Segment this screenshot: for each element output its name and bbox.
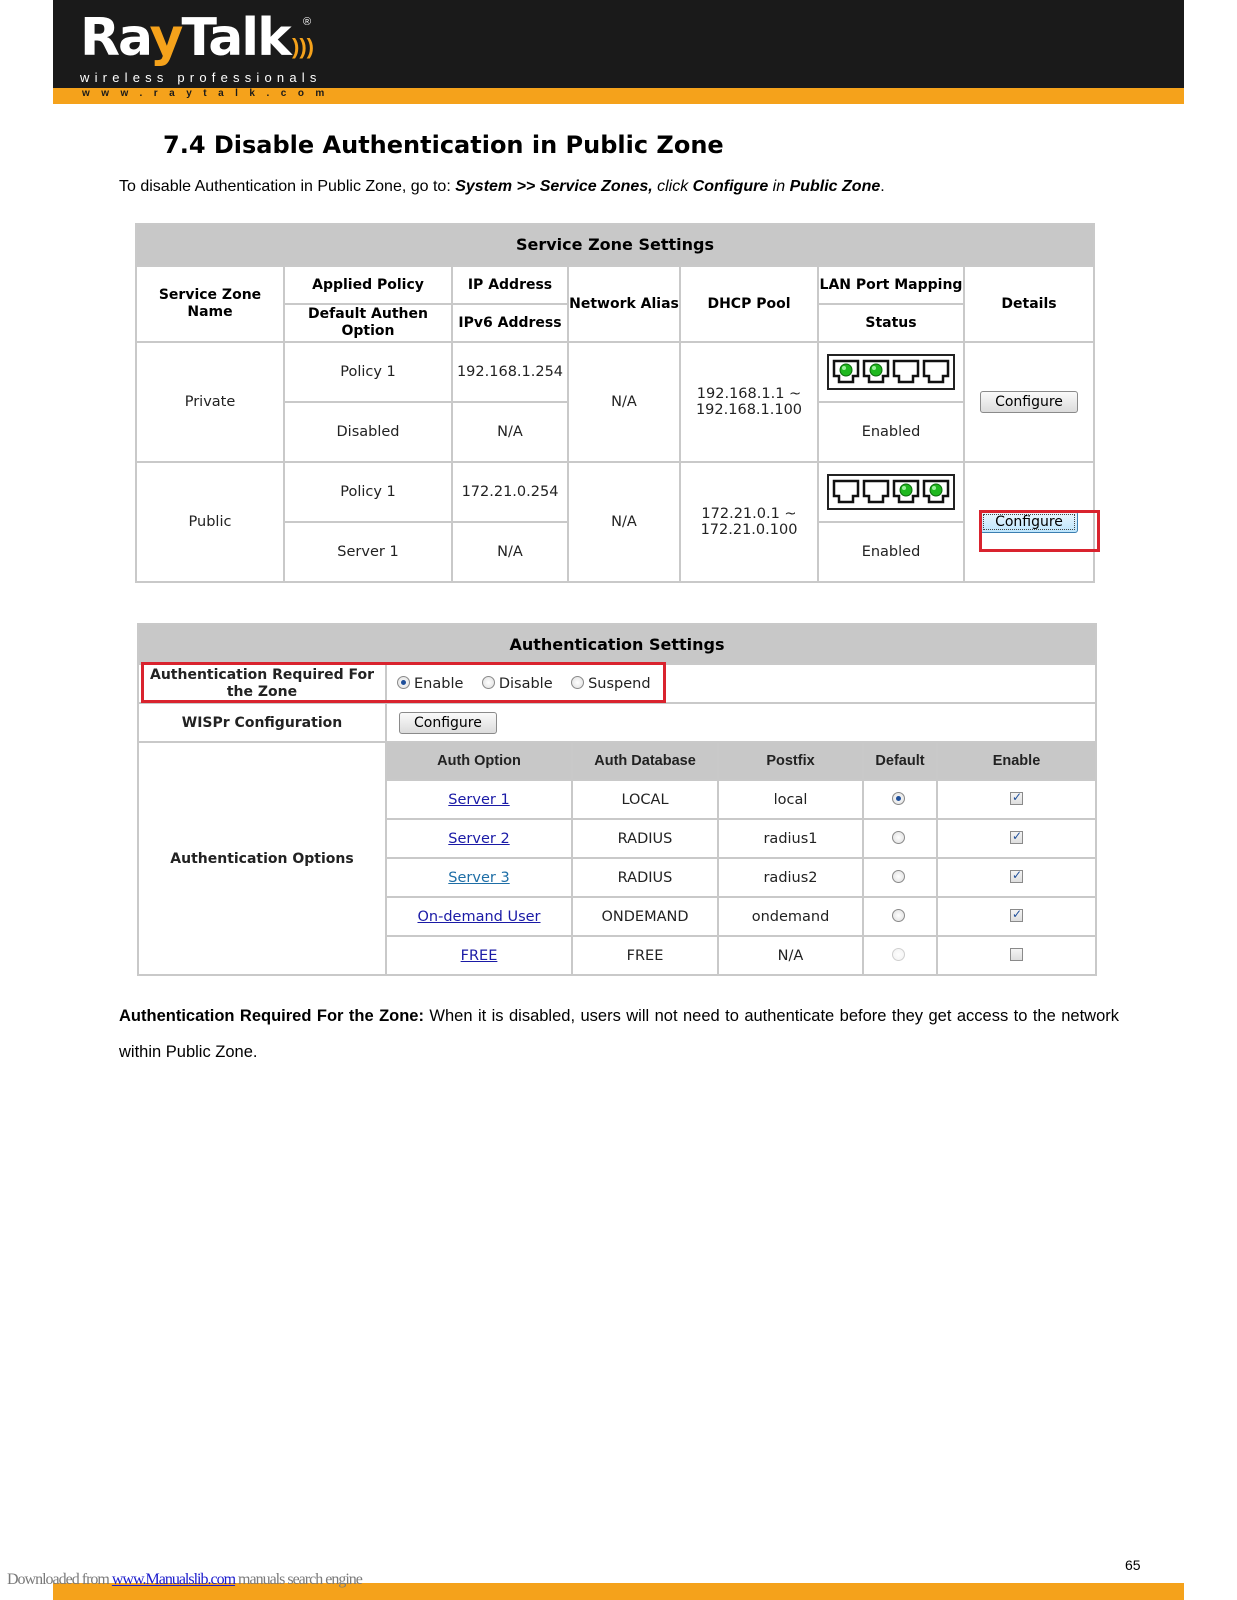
col-auth-option: Auth Option [386,742,572,780]
col-status: Status [818,304,964,342]
default-radio[interactable] [892,870,905,883]
col-ipv6-address: IPv6 Address [452,304,568,342]
ip-address: 172.21.0.254 [452,462,568,522]
enable-checkbox[interactable] [1010,792,1023,805]
disable-radio[interactable]: Disable [482,676,553,692]
default-authen-option: Disabled [284,402,452,462]
lan-port-inactive-icon [832,479,860,505]
applied-policy: Policy 1 [284,342,452,402]
public-configure-highlight [979,510,1100,552]
zone-name: Public [136,462,284,582]
postfix: N/A [718,936,863,975]
enable-radio[interactable]: Enable [397,676,463,692]
auth-database: ONDEMAND [572,897,718,936]
auth-required-label: Authentication Required For the Zone [138,664,386,703]
raytalk-logo: RayTalk [80,8,290,68]
col-network-alias: Network Alias [568,266,680,342]
postfix: local [718,780,863,819]
ipv6-address: N/A [452,522,568,582]
lan-port-inactive-icon [892,359,920,385]
enable-checkbox[interactable] [1010,909,1023,922]
lan-port-mapping [818,462,964,522]
postfix: radius2 [718,858,863,897]
on-demand-user-link[interactable]: On-demand User [417,908,541,925]
lan-port-active-icon [862,359,890,385]
auth-database: LOCAL [572,780,718,819]
postfix: ondemand [718,897,863,936]
public-configure-button[interactable]: Configure [980,511,1078,533]
postfix: radius1 [718,819,863,858]
status: Enabled [818,402,964,462]
col-auth-database: Auth Database [572,742,718,780]
wispr-cell [386,703,1096,742]
default-radio[interactable] [892,792,905,805]
logo-url: www.raytalk.com [82,88,336,99]
private-configure-button[interactable]: Configure [980,391,1078,413]
applied-policy: Policy 1 [284,462,452,522]
auth-database: RADIUS [572,819,718,858]
registered-mark: ® [303,16,312,28]
section-heading: 7.4 Disable Authentication in Public Zone [163,131,724,159]
col-dhcp-pool: DHCP Pool [680,266,818,342]
col-default-authen-option: Default Authen Option [284,304,452,342]
zone-name: Private [136,342,284,462]
lan-port-inactive-icon [862,479,890,505]
details-cell [964,342,1094,462]
lan-port-inactive-icon [922,359,950,385]
lan-port-active-icon [922,479,950,505]
col-details: Details [964,266,1094,342]
suspend-radio[interactable]: Suspend [571,676,650,692]
dhcp-pool: 192.168.1.1 ~ 192.168.1.100 [680,342,818,462]
default-radio [892,948,905,961]
default-radio[interactable] [892,909,905,922]
col-enable: Enable [937,742,1096,780]
page-number: 65 [1125,1557,1141,1573]
table-row [136,342,1094,402]
free-link[interactable]: FREE [460,947,498,964]
wispr-label: WISPr Configuration [138,703,386,742]
auth-table-title: Authentication Settings [138,624,1096,664]
col-ip-address: IP Address [452,266,568,304]
signal-waves-icon: ))) [292,34,314,59]
server-3-link[interactable]: Server 3 [448,869,510,886]
ip-address: 192.168.1.254 [452,342,568,402]
lan-port-active-icon [832,359,860,385]
auth-options-label: Authentication Options [138,742,386,975]
col-service-zone-name: Service Zone Name [136,266,284,342]
network-alias: N/A [568,462,680,582]
lan-port-active-icon [892,479,920,505]
ipv6-address: N/A [452,402,568,462]
status: Enabled [818,522,964,582]
col-default: Default [863,742,937,780]
lan-port-mapping [818,342,964,402]
server-1-link[interactable]: Server 1 [448,791,510,808]
service-zone-table-title: Service Zone Settings [136,224,1094,266]
server-2-link[interactable]: Server 2 [448,830,510,847]
manualslib-link[interactable]: www.Manualslib.com [111,1571,236,1588]
col-postfix: Postfix [718,742,863,780]
default-authen-option: Server 1 [284,522,452,582]
description-paragraph: Authentication Required For the Zone: When it is disabled, users will not need to authenticate before they get access to the network within Public Zone. [119,1007,1119,1061]
table-row [136,462,1094,522]
enable-checkbox[interactable] [1010,831,1023,844]
col-applied-policy: Applied Policy [284,266,452,304]
dhcp-pool: 172.21.0.1 ~ 172.21.0.100 [680,462,818,582]
default-radio[interactable] [892,831,905,844]
intro-text: To disable Authentication in Public Zone, go to: System >> Service Zones, click Configure in Public Zone. [119,178,885,195]
logo-tagline: wireless professionals [80,70,322,85]
auth-required-highlight [141,662,666,703]
enable-checkbox[interactable] [1010,870,1023,883]
auth-database: FREE [572,936,718,975]
wispr-configure-button[interactable]: Configure [399,712,497,734]
col-lan-port-mapping: LAN Port Mapping [818,266,964,304]
auth-database: RADIUS [572,858,718,897]
service-zone-table [135,223,1095,583]
enable-checkbox[interactable] [1010,948,1023,961]
download-credit: Downloaded from www.Manualslib.com manuals search engine [7,1571,362,1588]
network-alias: N/A [568,342,680,462]
